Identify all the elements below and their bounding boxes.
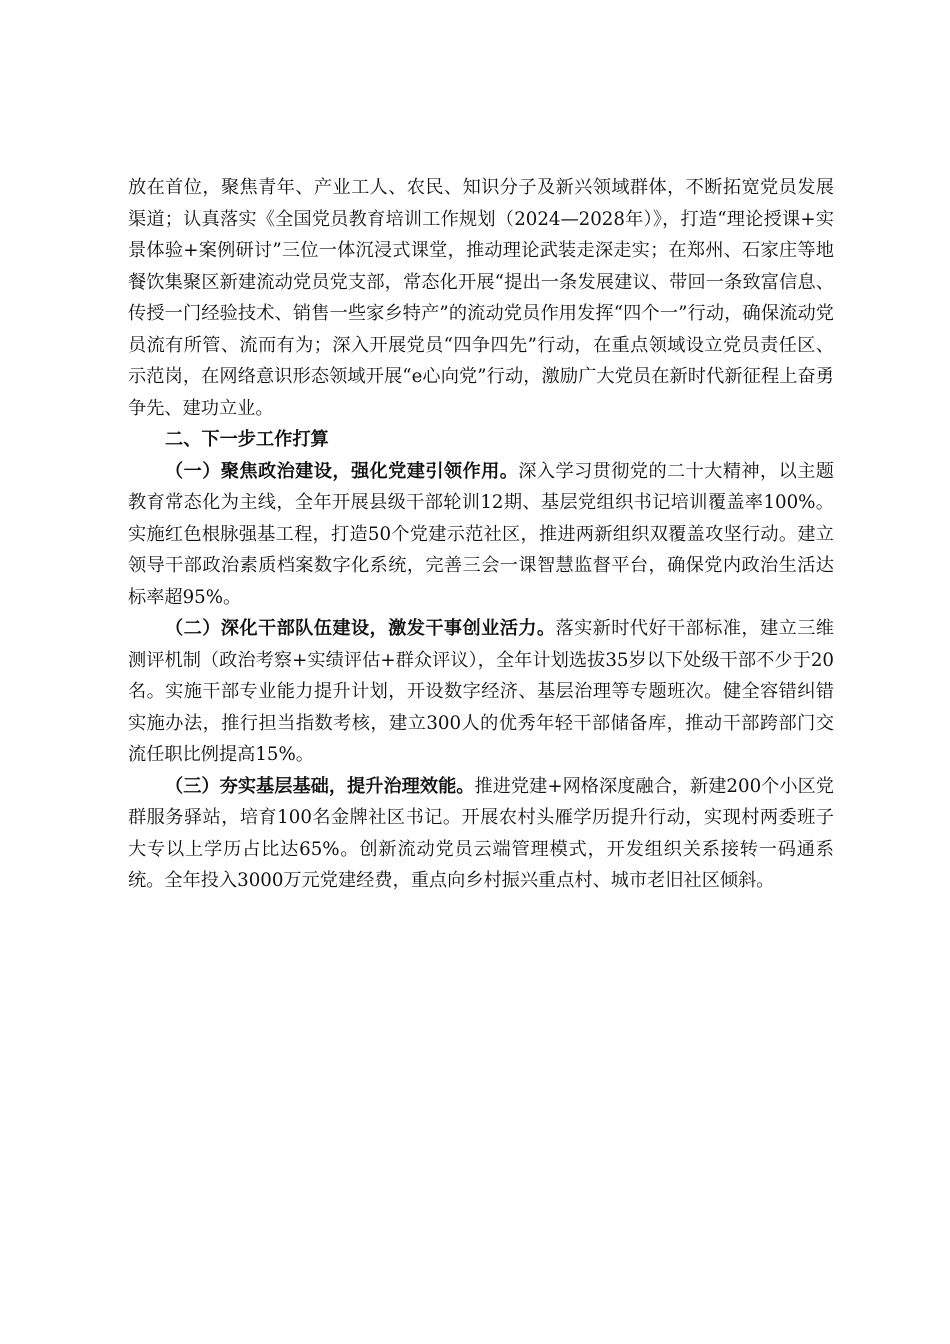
plan-item-cadre-building bbox=[128, 613, 834, 771]
plan-item-body: 推进党建+网格深度融合，新建200个小区党群服务驿站，培育100名金牌社区书记。开展农村头雁学历提升行动，实现村两委班子大专以上学历占比达65%。创新流动党员云端管理模式，开发组织关系接转一码通系统。全年投入3000万元党建经费，重点向乡村振兴重点村、城市老旧社区倾斜。 bbox=[128, 775, 834, 891]
plan-item-body: 落实新时代好干部标准，建立三维测评机制（政治考察+实绩评估+群众评议），全年计划选拔35岁以下处级干部不少于20名。实施干部专业能力提升计划，开设数字经济、基层治理等专题班次。健全容错纠错实施办法，推行担当指数考核，建立300人的优秀年轻干部储备库，推动干部跨部门交流任职比例提高15%。 bbox=[128, 618, 834, 765]
plan-item-body: 深入学习贯彻党的二十大精神，以主题教育常态化为主线，全年开展县级干部轮训12期、基层党组织书记培训覆盖率100%。实施红色根脉强基工程，打造50个党建示范社区，推进两新组织双覆盖攻坚行动。建立领导干部政治素质档案数字化系统，完善三会一课智慧监督平台，确保党内政治生活达标率超95%。 bbox=[128, 460, 834, 608]
continuation-paragraph: 放在首位，聚焦青年、产业工人、农民、知识分子及新兴领域群体，不断拓宽党员发展渠道；认真落实《全国党员教育培训工作规划（2024—2028年）》，打造“理论授课+实景体验+案例研讨”三位一体沉浸式课堂，推动理论武装走深走实；在郑州、石家庄等地餐饮集聚区新建流动党员党支部，常态化开展“提出一条发展建议、带回一条致富信息、传授一门经验技术、销售一些家乡特产”的流动党员作用发挥“四个一”行动，确保流动党员流有所管、流而有为；深入开展党员“四争四先”行动，在重点领域设立党员责任区、示范岗，在网络意识形态领域开展“e心向党”行动，激励广大党员在新时代新征程上奋勇争先、建功立业。 bbox=[128, 177, 834, 419]
plan-item-political-building bbox=[128, 456, 834, 614]
plan-item-lead: （三）夯实基层基础，提升治理效能。 bbox=[165, 775, 475, 797]
plan-item-lead: （一）聚焦政治建设，强化党建引领作用。 bbox=[165, 460, 519, 482]
plan-item-grassroots-foundation bbox=[128, 771, 834, 897]
section-heading-next-steps: 二、下一步工作打算 bbox=[165, 429, 329, 450]
document-body bbox=[128, 172, 834, 897]
plan-item-lead: （二）深化干部队伍建设，激发干事创业活力。 bbox=[165, 618, 556, 639]
